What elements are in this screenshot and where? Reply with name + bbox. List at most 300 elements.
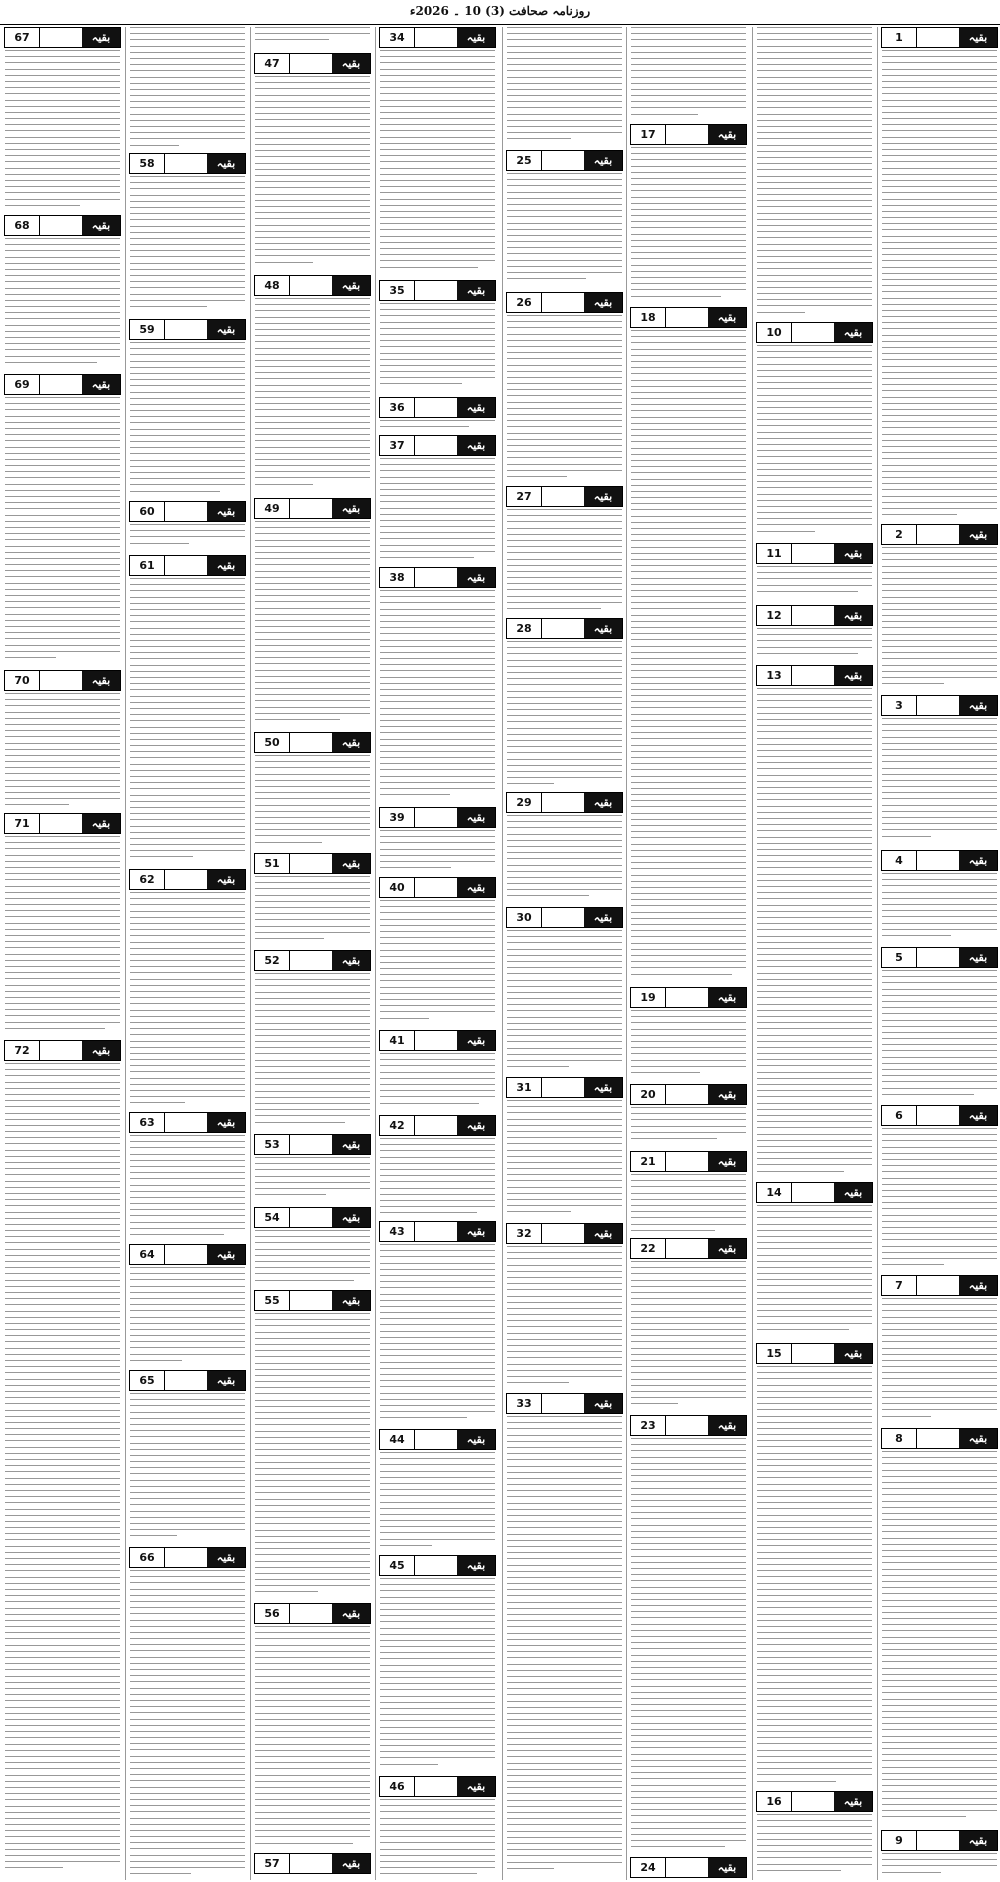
continuation-label: بقیہ <box>834 1792 872 1811</box>
text-line <box>631 1132 746 1133</box>
text-line <box>255 391 370 392</box>
text-line <box>507 1112 622 1113</box>
continuation-number: 51 <box>255 854 290 873</box>
text-line <box>380 267 478 268</box>
text-line <box>130 466 245 467</box>
text-line <box>380 602 495 603</box>
text-line <box>380 1300 495 1301</box>
continuation-box <box>4 215 121 236</box>
text-line <box>380 1805 495 1806</box>
text-line <box>507 746 622 747</box>
text-line <box>631 1549 746 1550</box>
text-line <box>757 1230 872 1231</box>
continuation-box <box>630 1084 747 1105</box>
text-line <box>882 1519 997 1520</box>
text-line <box>507 315 622 316</box>
text-line <box>631 1217 746 1218</box>
text-line <box>882 1140 997 1141</box>
article-text-block <box>130 524 245 553</box>
text-line <box>631 355 746 356</box>
text-line <box>631 1450 746 1451</box>
text-line <box>5 521 120 522</box>
continuation-number: 5 <box>882 948 917 967</box>
text-line <box>5 985 120 986</box>
column-divider <box>626 27 627 1880</box>
text-line <box>5 730 120 731</box>
text-line <box>255 440 370 441</box>
text-line <box>631 1186 746 1187</box>
text-line <box>507 697 622 698</box>
text-line <box>5 1341 120 1342</box>
text-line <box>380 695 495 696</box>
text-line <box>882 192 997 193</box>
text-line <box>5 861 120 862</box>
text-line <box>882 1729 997 1730</box>
text-line <box>631 448 746 449</box>
text-line <box>631 1747 746 1748</box>
text-line <box>757 1502 872 1503</box>
text-line <box>882 328 997 329</box>
text-line <box>255 1053 370 1054</box>
text-line <box>130 1197 245 1198</box>
text-line <box>130 1234 224 1235</box>
text-line <box>380 1163 495 1164</box>
continuation-box <box>506 1077 623 1098</box>
text-line <box>380 726 495 727</box>
text-line <box>882 1341 997 1342</box>
article-text-block <box>380 458 495 565</box>
text-line <box>882 341 997 342</box>
text-line <box>255 206 370 207</box>
text-line <box>5 960 120 961</box>
text-line <box>5 1577 120 1578</box>
text-line <box>5 533 120 534</box>
text-line <box>631 1397 746 1398</box>
text-line <box>507 1308 622 1309</box>
text-line <box>130 416 245 417</box>
article-text-block <box>130 1393 245 1545</box>
text-line <box>507 1289 622 1290</box>
text-line <box>507 992 622 993</box>
text-line <box>631 509 746 510</box>
text-line <box>631 1072 700 1073</box>
text-line <box>757 917 872 918</box>
text-line <box>130 472 245 473</box>
text-line <box>5 1193 120 1194</box>
text-line <box>882 199 997 200</box>
text-line <box>255 1103 370 1104</box>
text-line <box>380 739 495 740</box>
text-line <box>507 64 622 65</box>
text-line <box>380 328 495 329</box>
text-line <box>380 919 495 920</box>
text-line <box>5 477 120 478</box>
text-line <box>882 892 997 893</box>
continuation-box <box>254 853 371 874</box>
text-line <box>757 1731 872 1732</box>
text-line <box>507 83 622 84</box>
text-line <box>5 546 120 547</box>
text-line <box>507 734 622 735</box>
text-line <box>882 1773 997 1774</box>
text-line <box>631 271 746 272</box>
text-line <box>882 658 997 659</box>
text-line <box>255 632 370 633</box>
text-line <box>757 1022 872 1023</box>
text-line <box>631 361 746 362</box>
text-line <box>255 1084 370 1085</box>
text-line <box>757 719 872 720</box>
continuation-label: بقیہ <box>82 1041 120 1060</box>
continuation-number: 63 <box>130 1113 165 1132</box>
text-line <box>507 883 622 884</box>
text-line <box>882 1600 997 1601</box>
text-line <box>882 1655 997 1656</box>
text-line <box>130 435 245 436</box>
text-line <box>757 886 872 887</box>
text-line <box>757 824 872 825</box>
article-text-block <box>631 147 746 305</box>
text-line <box>507 1302 622 1303</box>
article-text-block <box>882 1451 997 1828</box>
continuation-number: 42 <box>380 1116 415 1135</box>
text-line <box>631 831 746 832</box>
text-line <box>255 126 370 127</box>
text-line <box>5 1075 120 1076</box>
text-line <box>882 1661 997 1662</box>
text-line <box>882 737 997 738</box>
text-line <box>380 155 495 156</box>
text-line <box>5 81 120 82</box>
text-line <box>882 1674 997 1675</box>
text-line <box>507 1843 622 1844</box>
text-line <box>380 526 495 527</box>
text-line <box>5 923 120 924</box>
text-line <box>757 997 872 998</box>
text-line <box>882 1391 997 1392</box>
text-line <box>255 1638 370 1639</box>
text-line <box>631 813 746 814</box>
text-line <box>757 1570 872 1571</box>
text-line <box>255 663 370 664</box>
text-line <box>255 1737 370 1738</box>
continuation-number: 70 <box>5 671 40 690</box>
text-line <box>882 1403 997 1404</box>
text-line <box>757 126 872 127</box>
text-line <box>255 1363 370 1364</box>
text-line <box>507 1320 622 1321</box>
text-line <box>757 707 872 708</box>
text-line <box>255 1023 370 1024</box>
text-line <box>631 497 746 498</box>
text-line <box>631 1741 746 1742</box>
text-line <box>507 1041 622 1042</box>
text-line <box>631 1126 746 1127</box>
continuation-box <box>756 605 873 626</box>
text-line <box>255 1163 370 1164</box>
text-line <box>882 458 997 459</box>
text-line <box>5 174 120 175</box>
text-line <box>380 359 495 360</box>
text-line <box>882 1686 997 1687</box>
text-line <box>757 1814 872 1815</box>
text-line <box>507 198 622 199</box>
text-line <box>882 1069 997 1070</box>
text-line <box>380 551 495 552</box>
text-line <box>631 227 746 228</box>
continuation-box <box>129 319 246 340</box>
text-line <box>757 578 872 579</box>
text-line <box>130 1215 245 1216</box>
text-line <box>882 229 997 230</box>
text-line <box>757 475 872 476</box>
text-line <box>255 1381 370 1382</box>
text-line <box>507 709 622 710</box>
text-line <box>380 943 495 944</box>
text-line <box>255 1313 370 1314</box>
text-line <box>757 524 872 525</box>
text-line <box>130 1492 245 1493</box>
text-line <box>380 1256 495 1257</box>
text-line <box>130 1154 245 1155</box>
text-line <box>5 1719 120 1720</box>
text-line <box>507 445 622 446</box>
text-line <box>507 1478 622 1479</box>
text-line <box>757 1298 872 1299</box>
text-line <box>255 1561 370 1562</box>
text-line <box>255 403 370 404</box>
text-line <box>757 812 872 813</box>
text-line <box>507 1156 622 1157</box>
text-line <box>130 609 245 610</box>
text-line <box>130 948 245 949</box>
text-line <box>380 1078 495 1079</box>
text-line <box>757 1248 872 1249</box>
text-line <box>380 1065 495 1066</box>
text-line <box>757 1391 872 1392</box>
text-line <box>5 1626 120 1627</box>
text-line <box>507 1719 622 1720</box>
text-line <box>255 1719 370 1720</box>
continuation-number: 56 <box>255 1604 290 1623</box>
text-line <box>130 1292 245 1293</box>
text-line <box>631 1617 746 1618</box>
text-line <box>507 852 622 853</box>
text-line <box>255 397 370 398</box>
continuation-box <box>881 1428 998 1449</box>
text-line <box>631 658 746 659</box>
article-text-block <box>757 1366 872 1789</box>
text-line <box>507 666 622 667</box>
text-line <box>130 385 245 386</box>
text-line <box>5 1143 120 1144</box>
text-line <box>380 1386 495 1387</box>
text-line <box>757 250 872 251</box>
text-line <box>5 773 120 774</box>
text-line <box>757 1453 872 1454</box>
text-line <box>255 1762 370 1763</box>
text-line <box>631 1444 746 1445</box>
text-line <box>507 1682 622 1683</box>
text-line <box>757 1047 872 1048</box>
continuation-box <box>129 869 246 890</box>
text-line <box>882 1233 997 1234</box>
text-line <box>882 798 997 799</box>
text-line <box>130 788 245 789</box>
text-line <box>631 1041 746 1042</box>
text-line <box>757 120 872 121</box>
text-line <box>5 343 120 344</box>
text-line <box>255 998 370 999</box>
text-line <box>255 465 370 466</box>
text-line <box>631 1379 746 1380</box>
text-line <box>631 1716 746 1717</box>
text-line <box>757 407 872 408</box>
text-line <box>882 273 997 274</box>
text-line <box>380 1628 495 1629</box>
text-line <box>507 210 622 211</box>
text-line <box>130 1535 177 1536</box>
continuation-number: 64 <box>130 1245 165 1264</box>
text-line <box>130 1780 245 1781</box>
text-line <box>757 1725 872 1726</box>
text-line <box>757 77 872 78</box>
text-line <box>255 1249 370 1250</box>
text-line <box>507 583 622 584</box>
continuation-box <box>254 275 371 296</box>
text-line <box>380 621 495 622</box>
text-line <box>380 1830 495 1831</box>
text-line <box>130 1279 245 1280</box>
text-line <box>631 46 746 47</box>
text-line <box>255 1799 370 1800</box>
continuation-box <box>630 124 747 145</box>
text-line <box>882 1593 997 1594</box>
text-line <box>130 410 245 411</box>
text-line <box>757 837 872 838</box>
continuation-number: 4 <box>882 851 917 870</box>
text-line <box>255 583 370 584</box>
text-line <box>380 1269 495 1270</box>
text-line <box>757 1090 872 1091</box>
text-line <box>255 1242 370 1243</box>
text-line <box>882 1044 997 1045</box>
text-line <box>130 1774 245 1775</box>
text-line <box>631 862 746 863</box>
text-line <box>507 1441 622 1442</box>
text-line <box>130 348 245 349</box>
text-line <box>255 1824 370 1825</box>
text-line <box>5 275 120 276</box>
text-line <box>631 246 746 247</box>
text-line <box>757 1292 872 1293</box>
text-line <box>380 458 495 459</box>
text-line <box>631 1060 746 1061</box>
text-line <box>757 1471 872 1472</box>
text-line <box>631 1723 746 1724</box>
text-line <box>130 95 245 96</box>
text-line <box>5 1502 120 1503</box>
text-line <box>380 69 495 70</box>
continuation-label: بقیہ <box>207 870 245 889</box>
continuation-number: 44 <box>380 1430 415 1449</box>
text-line <box>757 1084 872 1085</box>
text-line <box>130 1743 245 1744</box>
text-line <box>507 1694 622 1695</box>
text-line <box>757 1304 872 1305</box>
text-line <box>130 985 245 986</box>
continuation-label: بقیہ <box>834 1344 872 1363</box>
continuation-box <box>379 435 496 456</box>
continuation-number: 52 <box>255 951 290 970</box>
text-line <box>631 1729 746 1730</box>
text-line <box>380 1287 495 1288</box>
continuation-number: 31 <box>507 1078 542 1097</box>
text-line <box>5 337 120 338</box>
text-line <box>255 1486 370 1487</box>
text-line <box>757 1255 872 1256</box>
text-line <box>380 714 495 715</box>
text-line <box>631 664 746 665</box>
text-line <box>130 1455 245 1456</box>
continuation-number: 39 <box>380 808 415 827</box>
text-line <box>130 1022 245 1023</box>
text-line <box>255 1325 370 1326</box>
text-line <box>5 1199 120 1200</box>
text-line <box>5 910 120 911</box>
text-line <box>507 132 622 133</box>
text-line <box>882 970 997 971</box>
text-line <box>130 1360 182 1361</box>
text-line <box>507 1187 622 1188</box>
text-line <box>130 1570 245 1571</box>
text-line <box>130 441 245 442</box>
text-line <box>882 683 944 684</box>
text-line <box>255 1548 370 1549</box>
text-line <box>255 676 370 677</box>
text-line <box>255 378 370 379</box>
text-line <box>507 1060 622 1061</box>
text-line <box>631 1022 746 1023</box>
text-line <box>882 1748 997 1749</box>
text-line <box>255 798 370 799</box>
text-line <box>5 1768 120 1769</box>
continuation-number: 62 <box>130 870 165 889</box>
article-text-block <box>255 76 370 273</box>
text-line <box>380 186 495 187</box>
text-line <box>5 508 120 509</box>
text-line <box>380 371 495 372</box>
text-line <box>631 621 746 622</box>
text-line <box>255 1072 370 1073</box>
text-line <box>5 1608 120 1609</box>
continuation-label: بقیہ <box>708 1152 746 1171</box>
newspaper-dateline: روزنامہ صحافت (3) 10 ۔ 2026ء <box>409 4 591 18</box>
text-line <box>130 27 245 28</box>
text-line <box>507 46 622 47</box>
article-text-block <box>631 1174 746 1236</box>
text-line <box>757 1103 872 1104</box>
text-line <box>255 639 370 640</box>
text-line <box>882 477 997 478</box>
text-line <box>5 257 120 258</box>
text-line <box>255 144 370 145</box>
text-line <box>130 578 245 579</box>
text-line <box>380 205 495 206</box>
text-line <box>757 1484 872 1485</box>
text-line <box>5 318 120 319</box>
text-line <box>507 1583 622 1584</box>
